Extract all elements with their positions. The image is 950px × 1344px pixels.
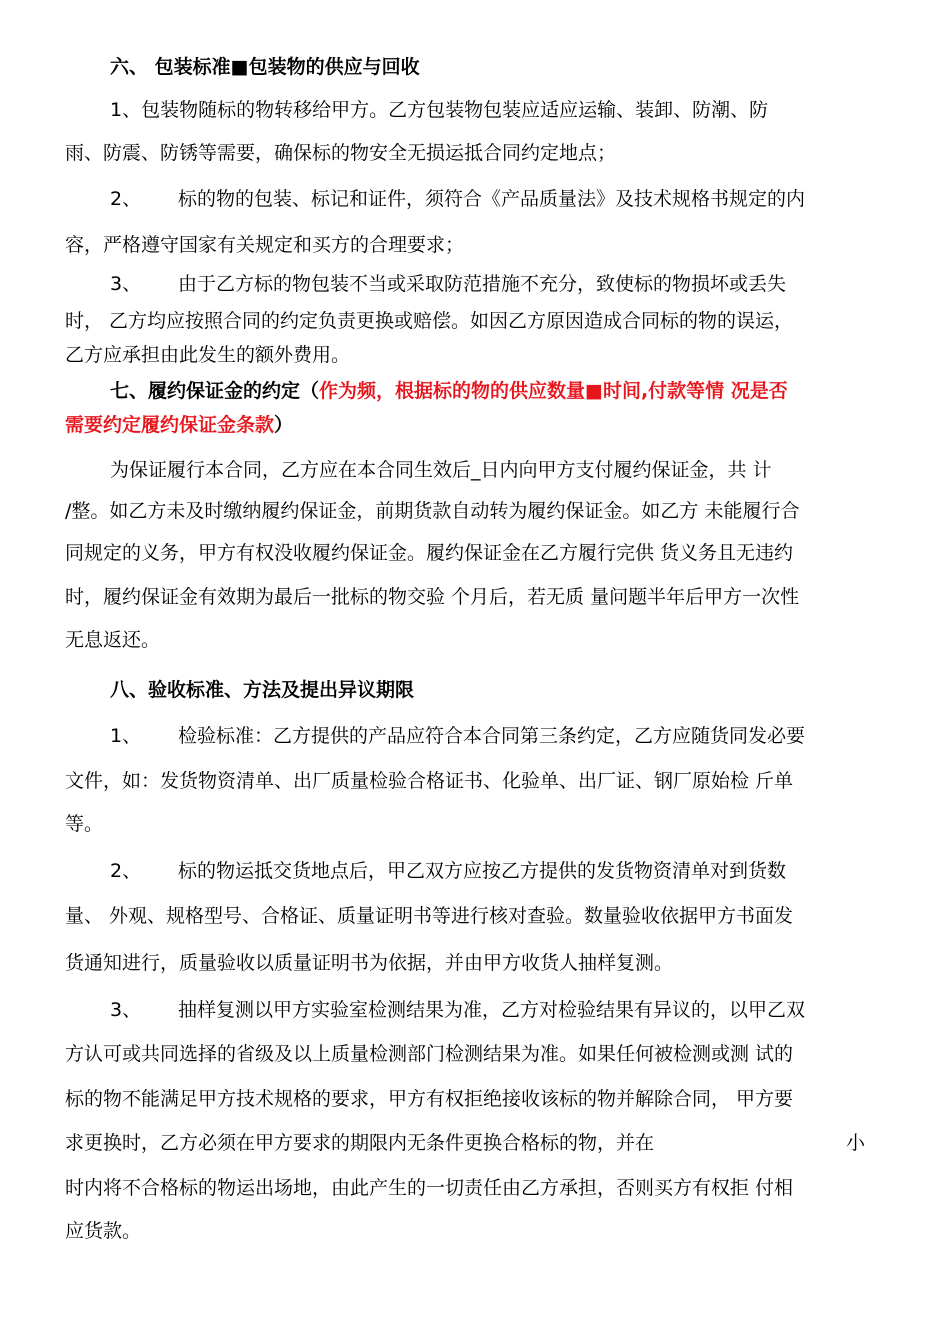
section-7-note-line2: 需要约定履约保证金条款: [65, 414, 275, 436]
s6-p2-number: 2、: [110, 188, 142, 210]
s8-p3-line2: 方认可或共同选择的省级及以上质量检测部门检测结果为准。如果任何被检测或测 试的: [65, 1043, 794, 1065]
s7-p-line3: 同规定的义务，甲方有权没收履约保证金。履约保证金在乙方履行完供 货义务且无违约: [65, 542, 794, 564]
s6-p3-line3: 乙方应承担由此发生的额外费用。: [65, 344, 351, 366]
s7-p-line4: 时，履约保证金有效期为最后一批标的物交验 个月后，若无质 量问题半年后甲方一次性: [65, 586, 800, 608]
s6-p2-line1: 标的物的包装、标记和证件，须符合《产品质量法》及技术规格书规定的内: [178, 188, 806, 210]
s8-p2-line1: 标的物运抵交货地点后，甲乙双方应按乙方提供的发货物资清单对到货数: [178, 860, 787, 882]
s8-p2-number: 2、: [110, 860, 142, 882]
section-8-heading: 八、验收标准、方法及提出异议期限: [110, 679, 415, 701]
s8-p3-line4: 求更换时，乙方必须在甲方要求的期限内无条件更换合格标的物，并在: [65, 1132, 655, 1154]
s8-p2-line2: 量、 外观、规格型号、合格证、质量证明书等进行核对查验。数量验收依据甲方书面发: [65, 905, 794, 927]
s8-p2-line3: 货通知进行，质量验收以质量证明书为依据，并由甲方收货人抽样复测。: [65, 952, 674, 974]
s8-p3-line6: 应货款。: [65, 1220, 142, 1242]
section-7-close-paren: ）: [274, 414, 294, 436]
s8-p3-line3: 标的物不能满足甲方技术规格的要求，甲方有权拒绝接收该标的物并解除合同， 甲方要: [65, 1088, 794, 1110]
section-7-heading-line1: [110, 378, 788, 404]
section-7-heading-line2: [65, 412, 293, 438]
section-7-note-line1: 作为频，根据标的物的供应数量■时间,付款等情 况是否: [319, 380, 788, 402]
s8-p3-line4-end: 小: [846, 1132, 866, 1154]
s8-p3-line1: 抽样复测以甲方实验室检测结果为准，乙方对检验结果有异议的，以甲乙双: [178, 999, 806, 1021]
s8-p3-number: 3、: [110, 999, 142, 1021]
s6-p1-line2: 雨、防震、防锈等需要，确保标的物安全无损运抵合同约定地点；: [65, 142, 617, 164]
s6-p3-line1: 由于乙方标的物包装不当或采取防范措施不充分，致使标的物损坏或丢失: [178, 273, 787, 295]
s8-p1-line1: 检验标准：乙方提供的产品应符合本合同第三条约定，乙方应随货同发必要: [178, 725, 806, 747]
s6-p3-line2: 时， 乙方均应按照合同的约定负责更换或赔偿。如因乙方原因造成合同标的物的误运，: [65, 310, 794, 332]
s6-p2-line2: 容，严格遵守国家有关规定和买方的合理要求；: [65, 234, 465, 256]
s6-p1-line1: 1、包装物随标的物转移给甲方。乙方包装物包装应适应运输、装卸、防潮、防: [110, 99, 769, 121]
s7-p-line5: 无息返还。: [65, 629, 161, 651]
s8-p1-line2: 文件，如：发货物资清单、出厂质量检验合格证书、化验单、出厂证、钢厂原始检 斤单: [65, 770, 794, 792]
s7-p-line1: 为保证履行本合同，乙方应在本合同生效后_日内向甲方支付履约保证金，共 计: [110, 459, 772, 481]
s8-p3-line5: 时内将不合格标的物运出场地，由此产生的一切责任由乙方承担，否则买方有权拒 付相: [65, 1177, 794, 1199]
section-6-heading: 六、 包装标准■包装物的供应与回收: [110, 56, 420, 78]
s8-p1-number: 1、: [110, 725, 142, 747]
section-7-heading: 七、履约保证金的约定（: [110, 380, 320, 402]
s8-p1-line3: 等。: [65, 813, 104, 835]
s6-p3-number: 3、: [110, 273, 142, 295]
s7-p-line2: /整。如乙方未及时缴纳履约保证金，前期货款自动转为履约保证金。如乙方 未能履行合: [65, 500, 800, 522]
